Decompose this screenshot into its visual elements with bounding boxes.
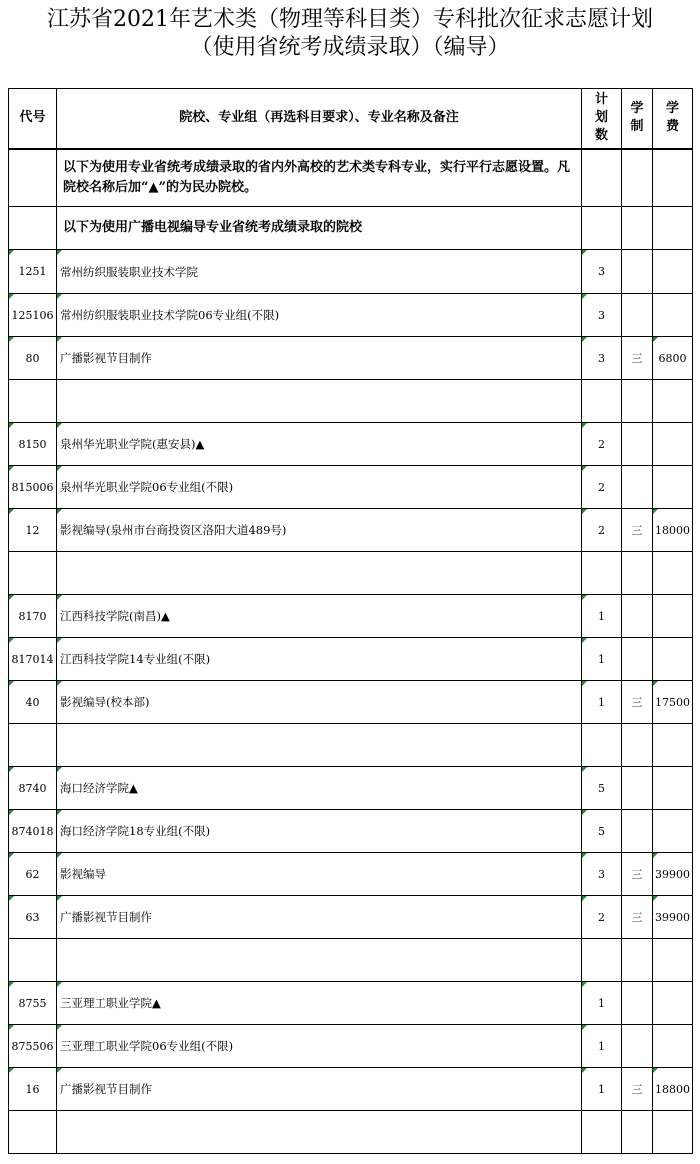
cell-fee [653, 724, 693, 767]
cell-fee: 18800 [653, 1068, 693, 1111]
cell-plan [582, 724, 622, 767]
cell-plan: 3 [582, 853, 622, 896]
cell-name: 海口经济学院▲ [57, 767, 582, 810]
cell-years: 三 [622, 1068, 653, 1111]
cell-code [9, 724, 57, 767]
table-row [9, 896, 693, 939]
cell-name: 三亚理工职业学院▲ [57, 982, 582, 1025]
cell-plan [582, 552, 622, 595]
cell-fee: 6800 [653, 337, 693, 380]
cell-fee [653, 466, 693, 509]
cell-fee: 39900 [653, 896, 693, 939]
cell-code: 16 [9, 1068, 57, 1111]
table-row [9, 810, 693, 853]
note-row [9, 149, 693, 207]
cell-years [622, 939, 653, 982]
cell-fee [653, 552, 693, 595]
cell-years: 三 [622, 681, 653, 724]
cell-fee [653, 810, 693, 853]
cell-name: 泉州华光职业学院06专业组(不限) [57, 466, 582, 509]
header-years: 学制 [622, 89, 653, 149]
table-row [9, 423, 693, 466]
table-row [9, 1111, 693, 1154]
cell-years [622, 724, 653, 767]
cell-years [622, 638, 653, 681]
cell-plan: 2 [582, 466, 622, 509]
page-subtitle: （使用省统考成绩录取）（编导） [190, 35, 510, 60]
cell-years [622, 466, 653, 509]
cell-plan: 3 [582, 337, 622, 380]
cell-fee [653, 380, 693, 423]
table-row [9, 337, 693, 380]
table-row [9, 294, 693, 337]
cell-fee [653, 423, 693, 466]
cell-fee [653, 1025, 693, 1068]
cell-plan: 1 [582, 1068, 622, 1111]
cell-fee [653, 294, 693, 337]
cell-plan: 3 [582, 250, 622, 294]
cell-plan: 1 [582, 638, 622, 681]
cell-years [622, 294, 653, 337]
cell-plan [582, 1111, 622, 1154]
cell-years: 三 [622, 853, 653, 896]
cell-name: 广播影视节目制作 [57, 896, 582, 939]
cell-code: 8755 [9, 982, 57, 1025]
cell-fee [653, 595, 693, 638]
header-fee: 学费 [653, 89, 693, 149]
cell-fee: 39900 [653, 853, 693, 896]
cell-years [622, 810, 653, 853]
table-row [9, 380, 693, 423]
table-row [9, 250, 693, 294]
cell-years [622, 767, 653, 810]
cell-code: 815006 [9, 466, 57, 509]
cell-code [9, 380, 57, 423]
cell-code: 875506 [9, 1025, 57, 1068]
cell-code: 817014 [9, 638, 57, 681]
table-row [9, 638, 693, 681]
table-row [9, 509, 693, 552]
note-text: 以下为使用专业省统考成绩录取的省内外高校的艺术类专科专业，实行平行志愿设置。凡院校名称后加“▲”的为民办院校。 [57, 149, 582, 207]
cell-code: 8150 [9, 423, 57, 466]
cell-code [9, 1111, 57, 1154]
cell-plan: 1 [582, 681, 622, 724]
table-row [9, 466, 693, 509]
cell-plan [582, 380, 622, 423]
note-text: 以下为使用广播电视编导专业省统考成绩录取的院校 [57, 207, 582, 250]
cell-years [622, 380, 653, 423]
cell-fee [653, 767, 693, 810]
cell-code: 874018 [9, 810, 57, 853]
table-row [9, 1068, 693, 1111]
cell-plan: 5 [582, 767, 622, 810]
table-row [9, 1025, 693, 1068]
cell-plan [582, 939, 622, 982]
cell-years [622, 1111, 653, 1154]
cell-code: 40 [9, 681, 57, 724]
cell-plan: 1 [582, 1025, 622, 1068]
cell-name: 广播影视节目制作 [57, 1068, 582, 1111]
cell-years: 三 [622, 337, 653, 380]
cell-fee [653, 250, 693, 294]
cell-name: 影视编导(校本部) [57, 681, 582, 724]
table-header-row [9, 89, 693, 149]
cell-fee: 18000 [653, 509, 693, 552]
cell-name: 泉州华光职业学院(惠安县)▲ [57, 423, 582, 466]
page-title: 江苏省2021年艺术类（物理等科目类）专科批次征求志愿计划 [47, 7, 653, 32]
table-row [9, 681, 693, 724]
cell-code: 125106 [9, 294, 57, 337]
header-plan: 计划数 [582, 89, 622, 149]
cell-name: 常州纺织服装职业技术学院 [57, 250, 582, 294]
cell-code [9, 939, 57, 982]
cell-name [57, 1111, 582, 1154]
cell-name: 海口经济学院18专业组(不限) [57, 810, 582, 853]
cell-years [622, 1025, 653, 1068]
cell-name: 常州纺织服装职业技术学院06专业组(不限) [57, 294, 582, 337]
cell-plan: 2 [582, 423, 622, 466]
cell-name [57, 939, 582, 982]
cell-name: 江西科技学院14专业组(不限) [57, 638, 582, 681]
table-row [9, 724, 693, 767]
cell-years [622, 423, 653, 466]
cell-fee [653, 982, 693, 1025]
cell-fee: 17500 [653, 681, 693, 724]
cell-plan: 2 [582, 896, 622, 939]
cell-name: 影视编导(泉州市台商投资区洛阳大道489号) [57, 509, 582, 552]
cell-years: 三 [622, 509, 653, 552]
cell-years [622, 552, 653, 595]
table-row [9, 767, 693, 810]
header-name: 院校、专业组（再选科目要求）、专业名称及备注 [57, 89, 582, 149]
cell-name: 三亚理工职业学院06专业组(不限) [57, 1025, 582, 1068]
cell-name: 江西科技学院(南昌)▲ [57, 595, 582, 638]
cell-fee [653, 638, 693, 681]
cell-fee [653, 1111, 693, 1154]
header-code: 代号 [9, 89, 57, 149]
cell-code [9, 552, 57, 595]
cell-name: 广播影视节目制作 [57, 337, 582, 380]
cell-years: 三 [622, 896, 653, 939]
cell-years [622, 250, 653, 294]
cell-code: 12 [9, 509, 57, 552]
cell-code: 8740 [9, 767, 57, 810]
cell-code: 62 [9, 853, 57, 896]
cell-name: 影视编导 [57, 853, 582, 896]
cell-code: 80 [9, 337, 57, 380]
cell-plan: 3 [582, 294, 622, 337]
cell-plan: 1 [582, 595, 622, 638]
table-row [9, 939, 693, 982]
cell-plan: 5 [582, 810, 622, 853]
cell-years [622, 982, 653, 1025]
cell-code: 1251 [9, 250, 57, 294]
cell-plan: 2 [582, 509, 622, 552]
cell-years [622, 595, 653, 638]
table-row [9, 595, 693, 638]
cell-name [57, 380, 582, 423]
table-row [9, 552, 693, 595]
cell-code: 8170 [9, 595, 57, 638]
cell-plan: 1 [582, 982, 622, 1025]
note-row [9, 207, 693, 250]
cell-code: 63 [9, 896, 57, 939]
cell-name [57, 724, 582, 767]
cell-fee [653, 939, 693, 982]
table-row [9, 982, 693, 1025]
table-row [9, 853, 693, 896]
cell-name [57, 552, 582, 595]
plan-table [8, 88, 693, 1154]
